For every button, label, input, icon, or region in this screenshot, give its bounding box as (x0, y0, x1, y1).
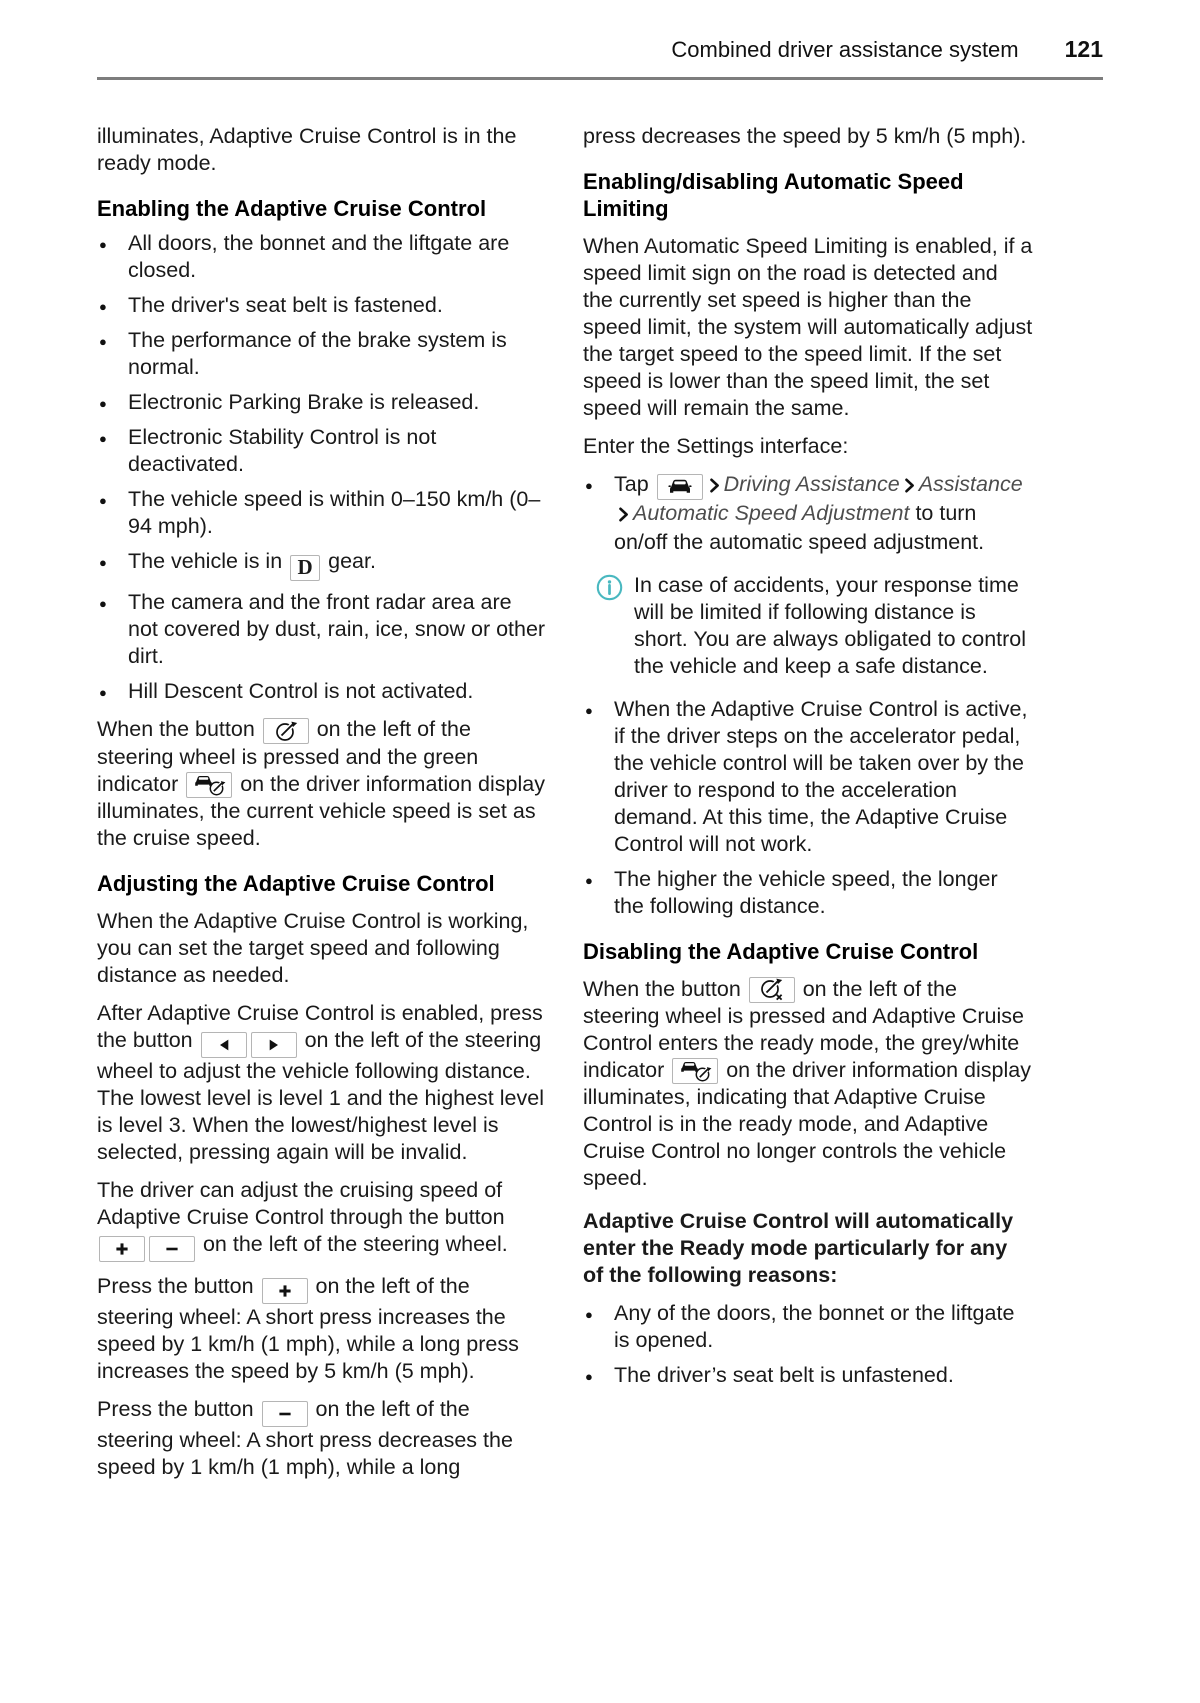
text-run: When the Adaptive Cruise Control is active, if the driver steps on the accelerator pedal, the vehicle control will be taken over by the driver to respond to the acceleration demand. At this time, the Adaptive Cruise Control will not work. (614, 697, 1028, 856)
bullet-item (583, 1300, 1033, 1354)
paragraph (583, 976, 1033, 1192)
section-heading: Enabling/disabling Automatic Speed Limiting (583, 169, 964, 221)
column-right (583, 112, 1033, 1492)
text-run: The driver's seat belt is fastened. (128, 293, 443, 317)
acc-indicator-icon (672, 1058, 718, 1084)
bullet-item (583, 1362, 1033, 1389)
chevron-right-icon (618, 502, 629, 529)
bullet-item (97, 548, 547, 581)
menu-path-item: Driving Assistance (723, 472, 900, 496)
text-run: press decreases the speed by 5 km/h (5 mph). (583, 124, 1027, 148)
text-run: Press the button (97, 1396, 260, 1421)
cruise-off-button-icon (749, 977, 795, 1003)
text-run: on the left of the steering wheel to adjust the vehicle following distance. The lowest level is level 1 and the highest level is level 3. When the lowest/highest level is selected, pressing again will be invalid. (97, 1027, 544, 1164)
plus-button-icon (99, 1236, 145, 1262)
menu-path-item: Automatic Speed Adjustment (633, 501, 910, 525)
column-left (97, 112, 547, 1492)
paragraph (97, 1000, 547, 1166)
text-run: illuminates, Adaptive Cruise Control is in the ready mode. (97, 124, 517, 175)
text-run: on the left of the steering wheel: A short press decreases the speed by 1 km/h (1 mph), while a long (97, 1396, 513, 1479)
bullet-list (583, 1300, 1033, 1389)
arrow-right-button-icon (251, 1032, 297, 1058)
emphasis-paragraph: Adaptive Cruise Control will automatically enter the Ready mode particularly for any of the following reasons: (583, 1209, 1014, 1287)
text-run: Press the button (97, 1273, 260, 1298)
text-run: The camera and the front radar area are not covered by dust, rain, ice, snow or other dirt. (128, 589, 546, 668)
text-run: on the driver information display illuminates, the current vehicle speed is set as the cruise speed. (97, 771, 545, 850)
info-icon (596, 574, 623, 680)
minus-button-icon (262, 1401, 308, 1427)
text-run: Electronic Stability Control is not deactivated. (128, 425, 437, 476)
paragraph (583, 233, 1033, 422)
text-run: gear. (322, 549, 376, 573)
bullet-item (583, 866, 1033, 920)
page-header (97, 36, 1103, 63)
cruise-button-icon (263, 718, 309, 744)
vehicle-settings-button-icon (657, 474, 703, 500)
text-run: All doors, the bonnet and the liftgate are closed. (128, 231, 510, 282)
bullet-item (97, 678, 547, 705)
text-run: on the left of the steering wheel. (197, 1231, 508, 1256)
text-run: on the left of the steering wheel is pressed and Adaptive Cruise Control enters the ready mode, the grey/white indicator (583, 977, 1025, 1082)
paragraph (97, 1396, 547, 1481)
bullet-list (583, 471, 1033, 556)
paragraph (97, 1273, 547, 1385)
text-run: The vehicle is in (128, 549, 289, 573)
chevron-right-icon (709, 473, 720, 500)
paragraph (97, 123, 547, 177)
text-run: Hill Descent Control is not activated. (128, 678, 474, 703)
text-run: The vehicle speed is within 0–150 km/h (0–94 mph). (128, 487, 541, 538)
bullet-list (97, 230, 547, 705)
bullet-item (97, 486, 547, 540)
page-header-title: Combined driver assistance system (671, 37, 1019, 62)
section-heading: Disabling the Adaptive Cruise Control (583, 939, 979, 964)
minus-button-icon (149, 1236, 195, 1262)
chevron-right-icon (904, 473, 915, 500)
text-run: When the Adaptive Cruise Control is working, you can set the target speed and following distance as needed. (97, 908, 529, 987)
text-run: on the left of the steering wheel: A short press increases the speed by 1 km/h (1 mph), while a long press increases the speed by 5 km/h (5 mph). (97, 1273, 519, 1383)
bullet-item (97, 424, 547, 478)
text-run: to turn on/off the automatic speed adjustment. (614, 501, 985, 554)
paragraph (97, 1177, 547, 1262)
bullet-item (97, 389, 547, 416)
text-run: Electronic Parking Brake is released. (128, 390, 480, 414)
page-number: 121 (1064, 36, 1103, 62)
paragraph (583, 433, 1033, 460)
paragraph (97, 716, 547, 852)
text-run: The driver’s seat belt is unfastened. (614, 1363, 954, 1387)
paragraph (583, 123, 1033, 150)
plus-button-icon (262, 1278, 308, 1304)
paragraph (97, 908, 547, 989)
gear-d-letter: D (297, 555, 313, 579)
text-run: The performance of the brake system is normal. (128, 328, 507, 379)
text-run: The higher the vehicle speed, the longer the following distance. (614, 867, 998, 918)
acc-indicator-icon (186, 772, 232, 798)
header-divider (97, 77, 1103, 80)
text-run: Tap (614, 472, 655, 496)
section-heading: Enabling the Adaptive Cruise Control (97, 196, 487, 221)
bullet-item (583, 471, 1033, 556)
text-run: The driver can adjust the cruising speed of Adaptive Cruise Control through the button (97, 1177, 505, 1229)
two-column-body (97, 112, 1103, 1492)
bullet-item (97, 327, 547, 381)
text-run: When the button (97, 716, 261, 741)
bullet-item (583, 696, 1033, 858)
gear-d-icon (290, 555, 320, 581)
bullet-item (97, 230, 547, 284)
text-run: on the driver information display illuminates, indicating that Adaptive Cruise Control is in the ready mode, and Adaptive Cruise Control no longer controls the vehicle speed. (583, 1058, 1031, 1190)
text-run: Enter the Settings interface: (583, 434, 849, 458)
bullet-list (583, 696, 1033, 920)
text-run: When the button (583, 977, 747, 1001)
info-note (596, 572, 1033, 680)
bullet-item (97, 292, 547, 319)
bullet-item (97, 589, 547, 670)
text-run: on the left of the steering wheel is pressed and the green indicator (97, 716, 479, 796)
text-run: After Adaptive Cruise Control is enabled, press the button (97, 1000, 543, 1052)
text-run: Any of the doors, the bonnet or the liftgate is opened. (614, 1301, 1015, 1352)
section-heading: Adjusting the Adaptive Cruise Control (97, 870, 495, 896)
menu-path-item: Assistance (918, 472, 1023, 496)
text-run: When Automatic Speed Limiting is enabled, if a speed limit sign on the road is detected and the currently set speed is higher than the speed limit, the system will automatically adjust the target speed to the speed limit. If the set speed is lower than the speed limit, the set speed will remain the same. (583, 234, 1033, 420)
info-note-text: In case of accidents, your response time will be limited if following distance is short. You are always obligated to control the vehicle and keep a safe distance. (634, 573, 1027, 678)
arrow-left-button-icon (201, 1032, 247, 1058)
